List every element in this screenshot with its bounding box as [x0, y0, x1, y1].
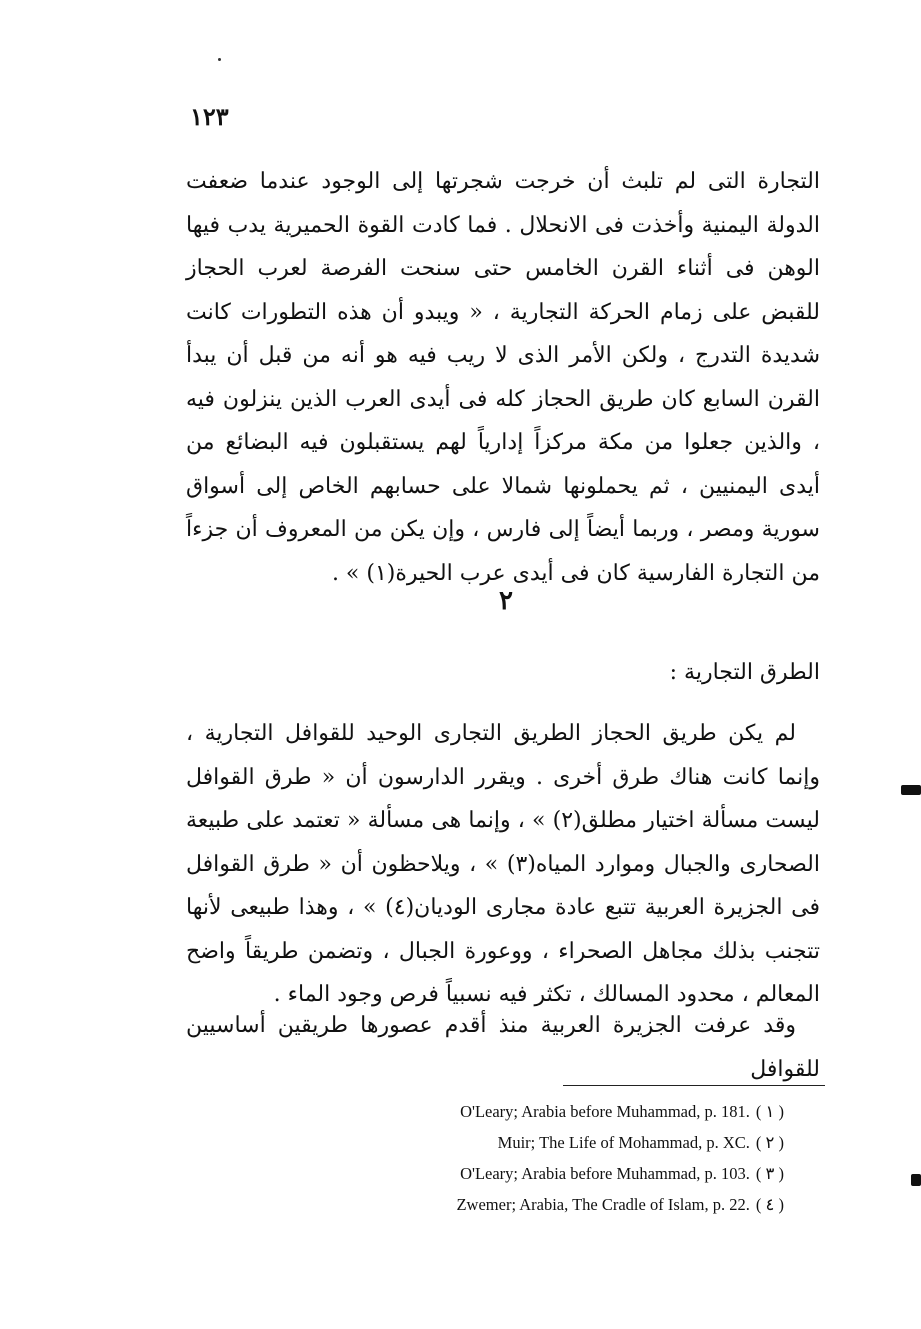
page-number: ١٢٣ [190, 102, 229, 131]
footnote [456, 1158, 784, 1189]
scan-speck [218, 58, 221, 61]
footnote-text: Muir; The Life of Mohammad, p. XC. [497, 1133, 750, 1152]
section-number: ٢ [499, 586, 513, 616]
body-paragraph: لم يكن طريق الحجاز الطريق التجارى الوحيد للقوافل التجارية ، وإنما كانت هناك طرق أخرى . ويقرر الدارسون أن « طرق القوافل ليست مسألة اختيار مطلق(٢) » ، وإنما هى مسألة « تعتمد على طبيعة الصحارى والجبال وموارد المياه(٣) » ، ويلاحظون أن « طرق القوافل فى الجزيرة العربية تتبع عادة مجارى الوديان(٤) » ، وهذا طبيعى لأنها تتجنب بذلك مجاهل الصحراء ، ووعورة الجبال ، وتضمن طريقاً واضح المعالم ، محدود المسالك ، تكثر فيه نسبياً فرص وجود الماء . [186, 721, 820, 1007]
body-paragraph: وقد عرفت الجزيرة العربية منذ أقدم عصورها طريقين أساسيين للقوافل [186, 1013, 820, 1082]
footnote [456, 1096, 784, 1127]
footnote-marker: ( ١ ) [755, 1102, 784, 1121]
footnote-marker: ( ٤ ) [755, 1195, 784, 1214]
footnote-marker: ( ٣ ) [755, 1164, 784, 1183]
section-heading: الطرق التجارية : [669, 660, 820, 685]
body-paragraph: التجارة التى لم تلبث أن خرجت شجرتها إلى الوجود عندما ضعفت الدولة اليمنية وأخذت فى الانحلال . فما كادت القوة الحميرية يدب فيها الوهن فى أثناء القرن الخامس حتى سنحت الفرصة لعرب الحجاز للقبض على زمام الحركة التجارية ، « ويبدو أن هذه التطورات كانت شديدة التدرج ، ولكن الأمر الذى لا ريب فيه هو أنه من قبل أن يبدأ القرن السابع كان طريق الحجاز كله فى أيدى العرب الذين ينزلون فيه ، والذين جعلوا من مكة مركزاً إدارياً لهم يستقبلون فيه البضائع من أيدى اليمنيين ، ثم يحملونها شمالا على حسابهم الخاص إلى أسواق سورية ومصر ، وربما أيضاً إلى فارس ، وإن يكن من المعروف أن جزءاً من التجارة الفارسية كان فى أيدى عرب الحيرة(١) » . [186, 169, 821, 586]
footnote-text: O'Leary; Arabia before Muhammad, p. 103. [460, 1164, 750, 1183]
footnote [456, 1127, 784, 1158]
footnote-marker: ( ٢ ) [755, 1133, 784, 1152]
scan-margin-mark [911, 1174, 921, 1186]
footnote [456, 1189, 784, 1220]
footnote-text: Zwemer; Arabia, The Cradle of Islam, p. 22. [456, 1195, 750, 1214]
scan-margin-mark [901, 785, 921, 795]
footnote-divider [563, 1085, 825, 1086]
footnote-text: O'Leary; Arabia before Muhammad, p. 181. [460, 1102, 750, 1121]
footnotes-list [456, 1096, 784, 1220]
